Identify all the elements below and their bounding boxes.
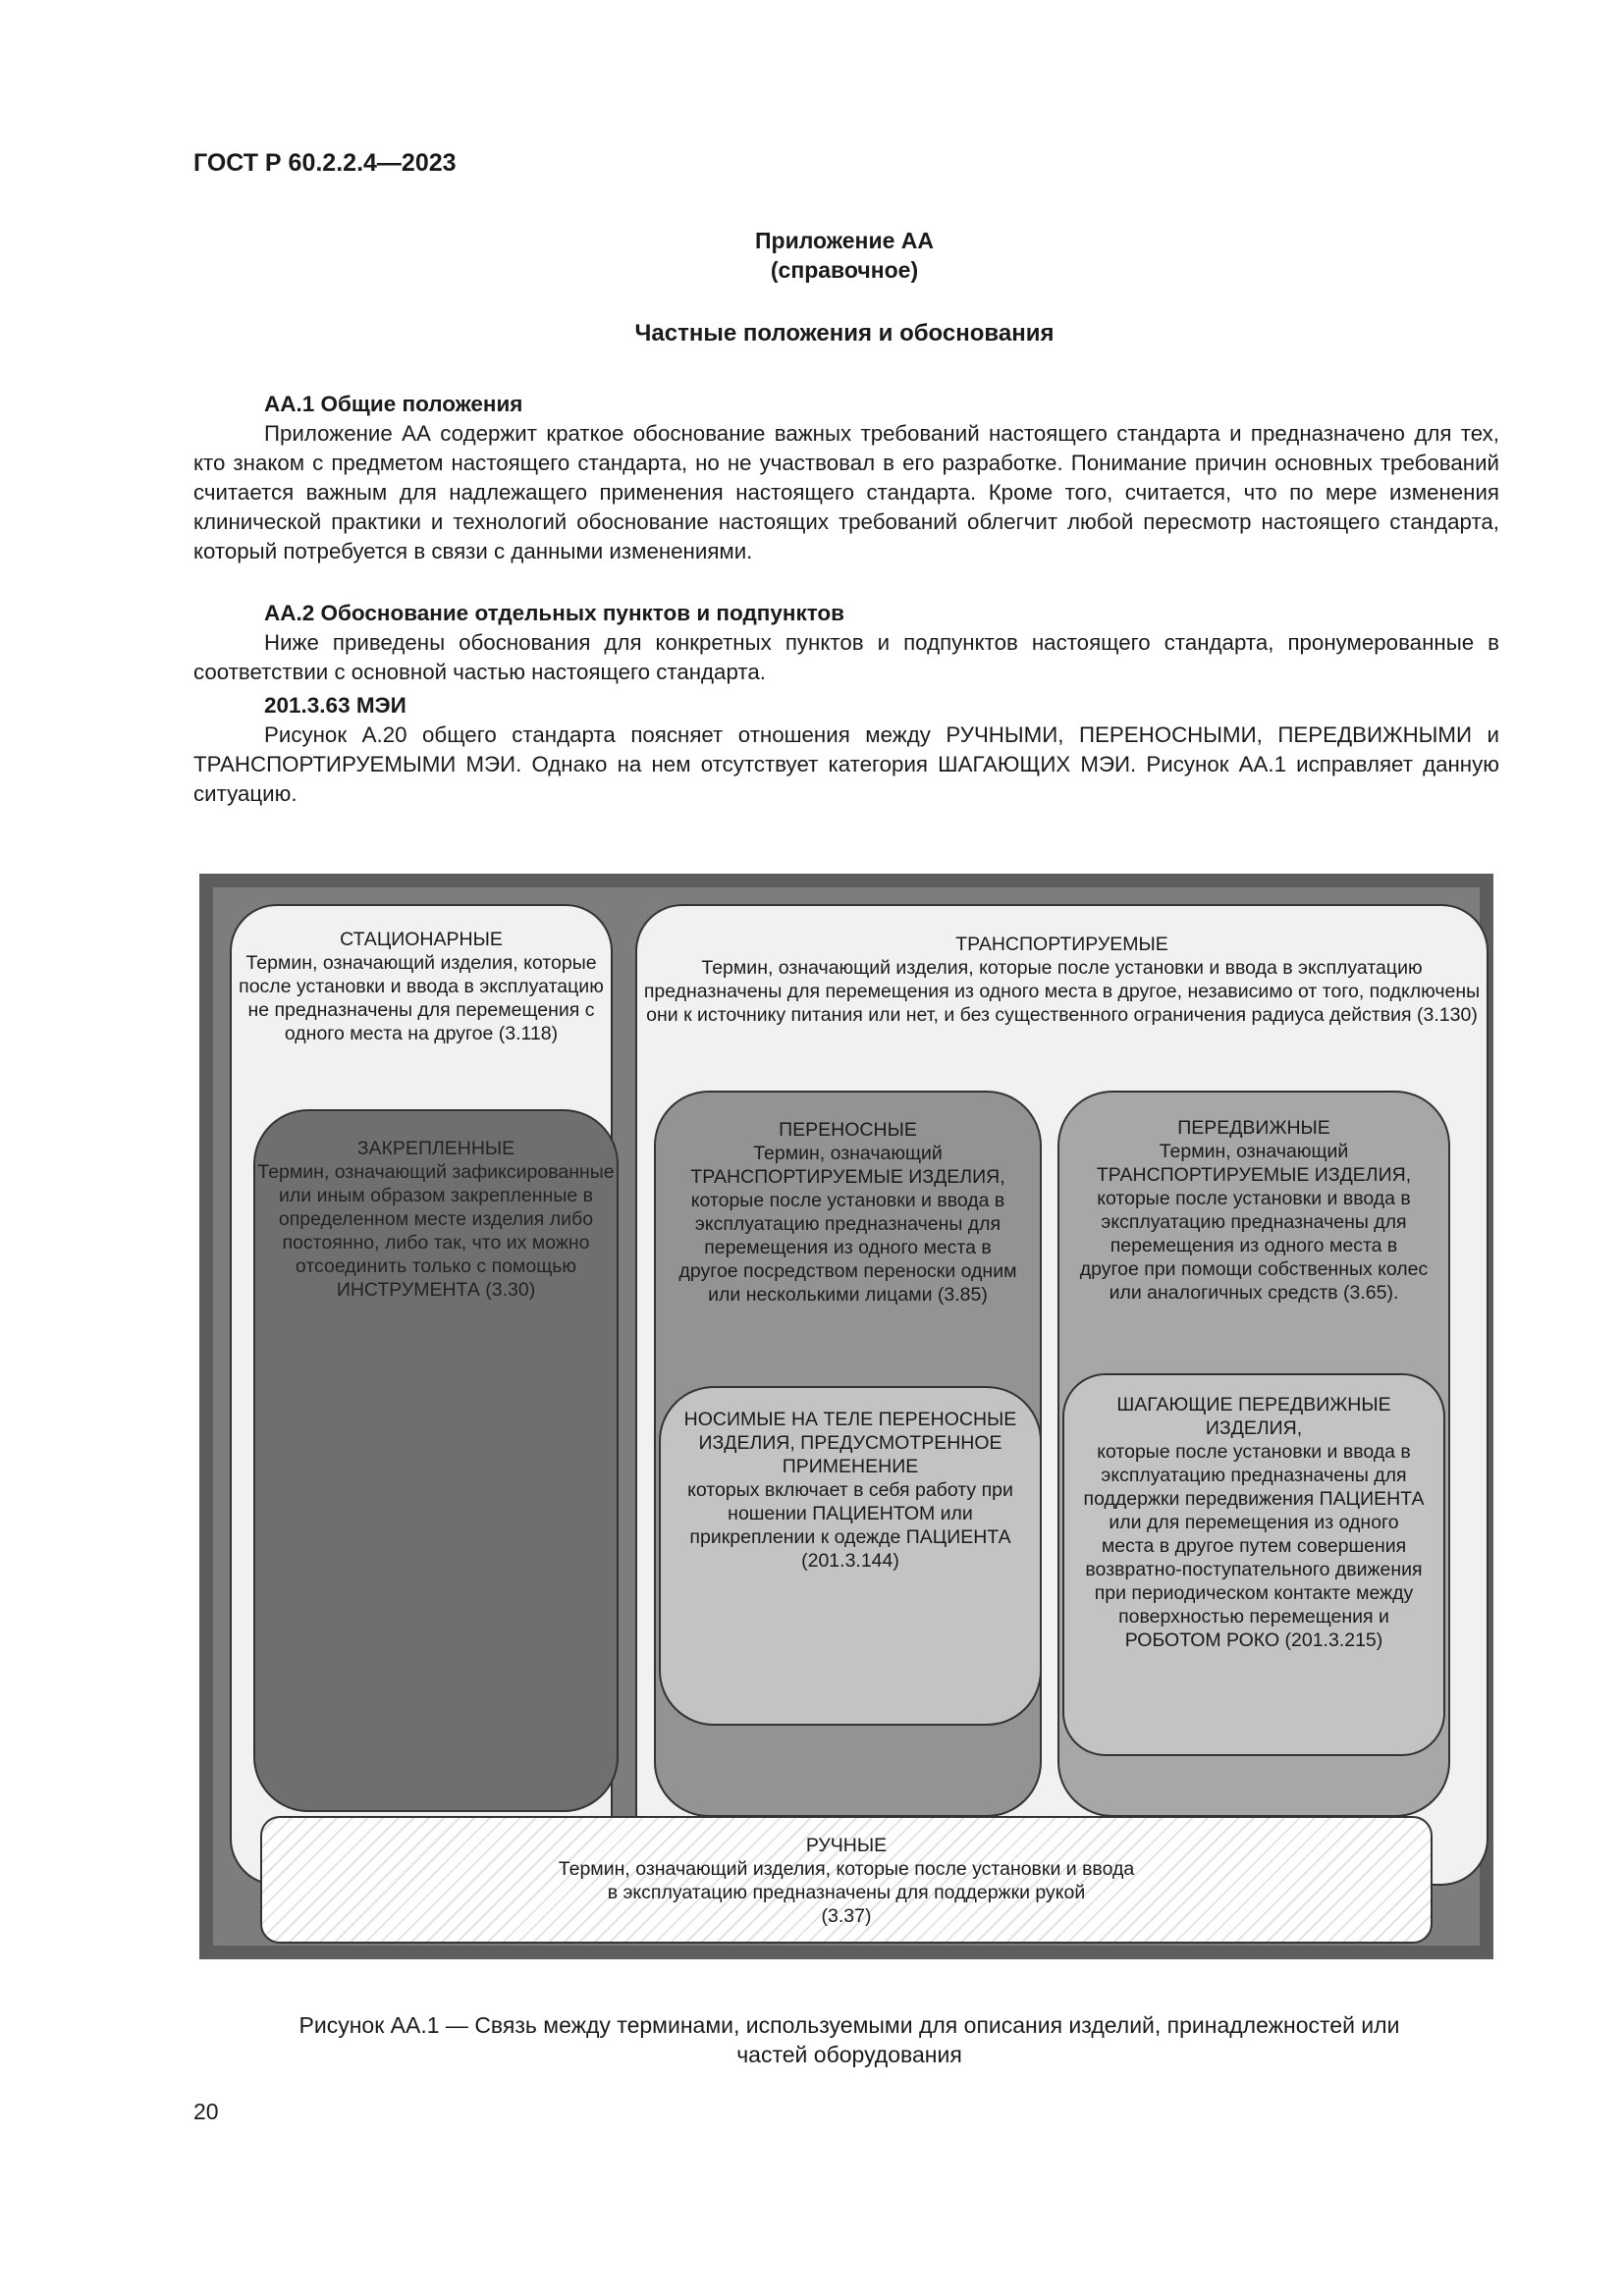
section-paragraph: Рисунок А.20 общего стандарта поясняет отношения между РУЧНЫМИ, ПЕРЕНОСНЫМИ, ПЕРЕДВИЖНЫМИ и ТРАНСПОРТИРУЕМЫМИ МЭИ. Однако на нем отсутствует категория ШАГАЮЩИХ МЭИ. Рисунок АА.1 исправляет данную ситуацию. (193, 722, 1499, 806)
box-text: Термин, означающий зафиксированные или иным образом закрепленные в определенном месте изделия либо постоянно, либо так, что их можно отсоединить только с помощью ИНСТРУМЕНТА (3.30) (257, 1161, 615, 1301)
box-title: ПЕРЕДВИЖНЫЕ (1177, 1117, 1330, 1139)
section-heading: 201.3.63 МЭИ (264, 693, 406, 718)
box-text: Термин, означающий изделия, которые после установки и ввода в эксплуатацию не предназначены для перемещения с одного места на другое (3.118) (239, 952, 604, 1044)
box-title: ПЕРЕНОСНЫЕ (779, 1119, 917, 1141)
box-title: РУЧНЫЕ (805, 1835, 888, 1856)
box-title: ЗАКРЕПЛЕННЫЕ (356, 1138, 515, 1159)
section-paragraph: Ниже приведены обоснования для конкретных пунктов и подпунктов настоящего стандарта, пронумерованные в соответствии с основной частью настоящего стандарта. (193, 630, 1499, 684)
body-worn-box (659, 1386, 1042, 1726)
box-text: Термин, означающий изделия, которые после установки и ввода в эксплуатацию предназначены для поддержки рукой (558, 1858, 1135, 1903)
section-paragraph: Приложение АА содержит краткое обоснование важных требований настоящего стандарта и предназначено для тех, кто знаком с предметом настоящего стандарта, но не участвовал в его разработке. Понимание причин основных требований считается важным для надлежащего применения настоящего стандарта. Кроме того, считается, что по мере изменения клинической практики и технологий обоснование настоящих требований облегчит любой пересмотр настоящего стандарта, который потребуется в связи с данными изменениями. (193, 421, 1499, 563)
box-text: Термин, означающий ТРАНСПОРТИРУЕМЫЕ ИЗДЕЛИЯ, которые после установки и ввода в эксплуатацию предназначены для перемещения из одного места в другое при помощи собственных колес или аналогичных средств (3.65). (1079, 1141, 1429, 1304)
page-number: 20 (193, 2099, 219, 2124)
box-text: которых включает в себя работу при ношении ПАЦИЕНТОМ или прикреплении к одежде ПАЦИЕНТА (201.3.144) (687, 1479, 1013, 1572)
fixed-box (253, 1109, 619, 1812)
document-code: ГОСТ Р 60.2.2.4—2023 (193, 149, 457, 177)
hand-held-box (260, 1816, 1433, 1944)
section-aa2 (193, 599, 1499, 687)
box-title: ТРАНСПОРТИРУЕМЫЕ (955, 934, 1168, 955)
box-text: Термин, означающий изделия, которые после установки и ввода в эксплуатацию предназначены для перемещения из одного места в другое, независимо от того, подключены они к источнику питания или нет, и без существенного ограничения радиуса действия (3.130) (643, 957, 1481, 1026)
annex-title: Приложение АА (754, 228, 934, 253)
box-ref: (3.37) (821, 1905, 872, 1927)
figure-background (213, 887, 1480, 1946)
box-text: Термин, означающий ТРАНСПОРТИРУЕМЫЕ ИЗДЕЛИЯ, которые после установки и ввода в эксплуатацию предназначены для перемещения из одного места в другое посредством переноски одним или несколькими лицами (3.85) (678, 1143, 1017, 1306)
box-text: которые после установки и ввода в эксплуатацию предназначены для поддержки передвижения ПАЦИЕНТА или для перемещения из одного места в другое путем совершения возвратно-поступательного движения при периодическом контакте между поверхностью перемещения и РОБОТОМ РОКО (201.3.215) (1083, 1441, 1425, 1651)
figure-caption: Рисунок АА.1 — Связь между терминами, используемыми для описания изделий, принадлежностей или частей оборудования (298, 2012, 1400, 2067)
main-title: Частные положения и обоснования (634, 320, 1055, 347)
box-title: ШАГАЮЩИЕ ПЕРЕДВИЖНЫЕ ИЗДЕЛИЯ, (1116, 1394, 1391, 1439)
walking-box (1062, 1373, 1445, 1756)
box-title: СТАЦИОНАРНЫЕ (340, 929, 503, 950)
box-title: НОСИМЫЕ НА ТЕЛЕ ПЕРЕНОСНЫЕ ИЗДЕЛИЯ, ПРЕДУСМОТРЕННОЕ ПРИМЕНЕНИЕ (683, 1409, 1017, 1477)
figure-aa1 (199, 874, 1493, 1959)
annex-type: (справочное) (770, 257, 919, 283)
section-heading: АА.2 Обоснование отдельных пунктов и подпунктов (264, 601, 844, 625)
section-aa1 (193, 390, 1499, 566)
annex-heading (687, 226, 1001, 285)
section-201-3-63 (193, 691, 1499, 809)
section-heading: АА.1 Общие положения (264, 392, 523, 416)
